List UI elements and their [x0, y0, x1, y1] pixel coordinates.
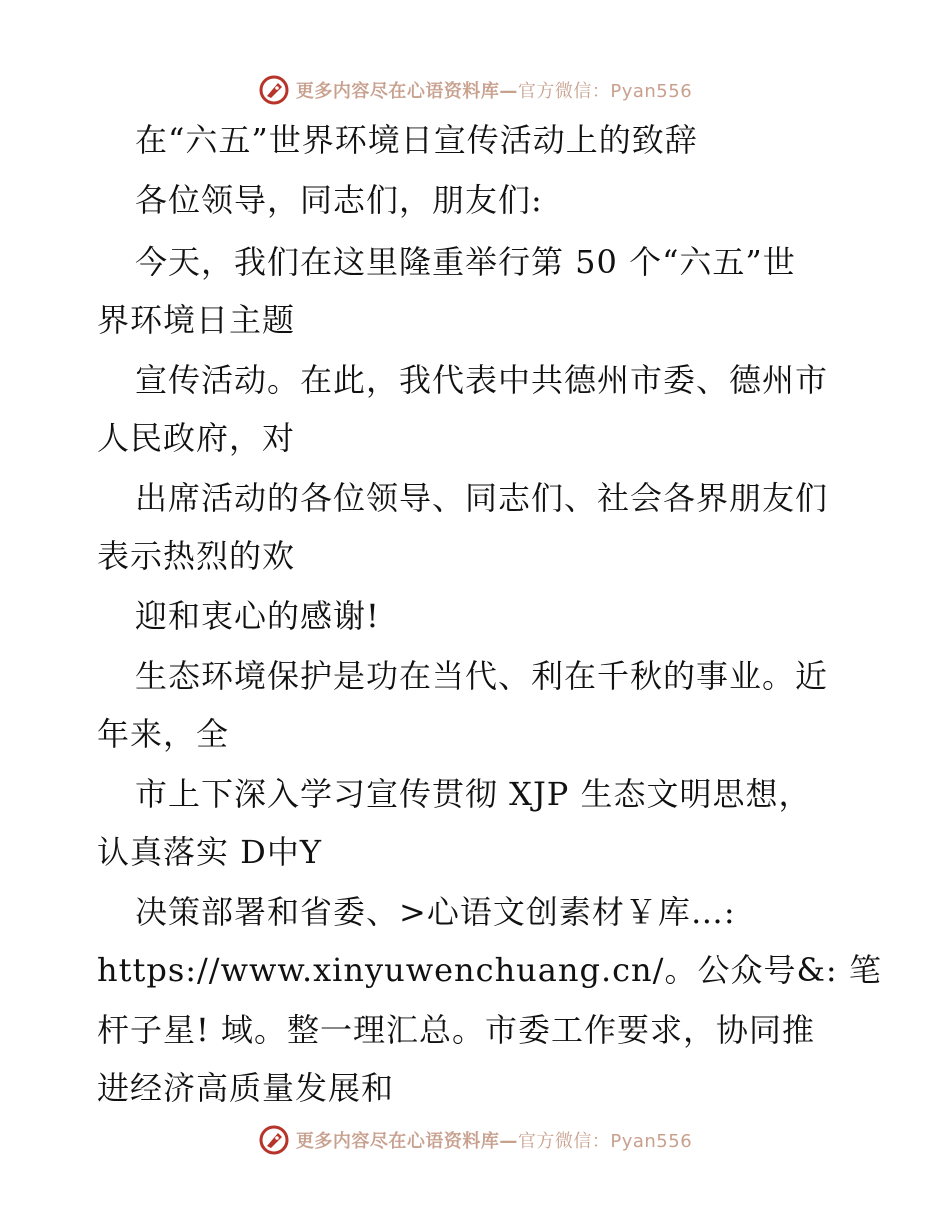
- salutation: 各位领导，同志们，朋友们:: [135, 181, 543, 219]
- banner-text: [296, 77, 692, 103]
- document-title: 在“六五”世界环境日宣传活动上的致辞: [135, 121, 698, 159]
- banner-site-text: 更多内容尽在心语资料库: [295, 1131, 500, 1152]
- banner-dash: —: [499, 81, 518, 102]
- paragraph-line: 界环境日主题: [97, 301, 296, 339]
- paragraph-line: 人民政府，对: [97, 419, 296, 457]
- footer-banner: [0, 1120, 950, 1160]
- banner-wechat-label: 官方微信：Pyan556: [517, 1131, 693, 1152]
- banner-site-text: 更多内容尽在心语资料库: [295, 81, 500, 102]
- paragraph-line: 决策部署和省委、>心语文创素材￥库…:: [135, 893, 736, 931]
- pen-nib-logo-icon: [258, 1124, 290, 1156]
- paragraph-line: 进经济高质量发展和: [97, 1069, 395, 1107]
- pen-nib-logo-icon: [258, 74, 290, 106]
- banner-dash: —: [499, 1131, 518, 1152]
- banner-text: [296, 1127, 692, 1153]
- banner-wechat-label: 官方微信：Pyan556: [517, 81, 693, 102]
- paragraph-line: 表示热烈的欢: [97, 537, 296, 575]
- url-line: https://www.xinyuwenchuang.cn/。公众号&: 笔: [97, 951, 882, 989]
- paragraph-line: 市上下深入学习宣传贯彻 XJP 生态文明思想，: [135, 775, 812, 813]
- paragraph-line: 生态环境保护是功在当代、利在千秋的事业。近: [135, 657, 829, 695]
- paragraph-line: 今天，我们在这里隆重举行第 50 个“六五”世: [135, 243, 796, 281]
- paragraph-line: 认真落实 D中Y: [97, 833, 322, 871]
- header-banner: [0, 70, 950, 110]
- paragraph-line: 出席活动的各位领导、同志们、社会各界朋友们: [135, 479, 829, 517]
- paragraph-line: 宣传活动。在此，我代表中共德州市委、德州市: [135, 361, 829, 399]
- paragraph-line: 年来，全: [97, 715, 230, 753]
- paragraph-line: 杆子星! 域。整一理汇总。市委工作要求，协同推: [97, 1011, 816, 1049]
- paragraph-line: 迎和衷心的感谢!: [135, 597, 380, 635]
